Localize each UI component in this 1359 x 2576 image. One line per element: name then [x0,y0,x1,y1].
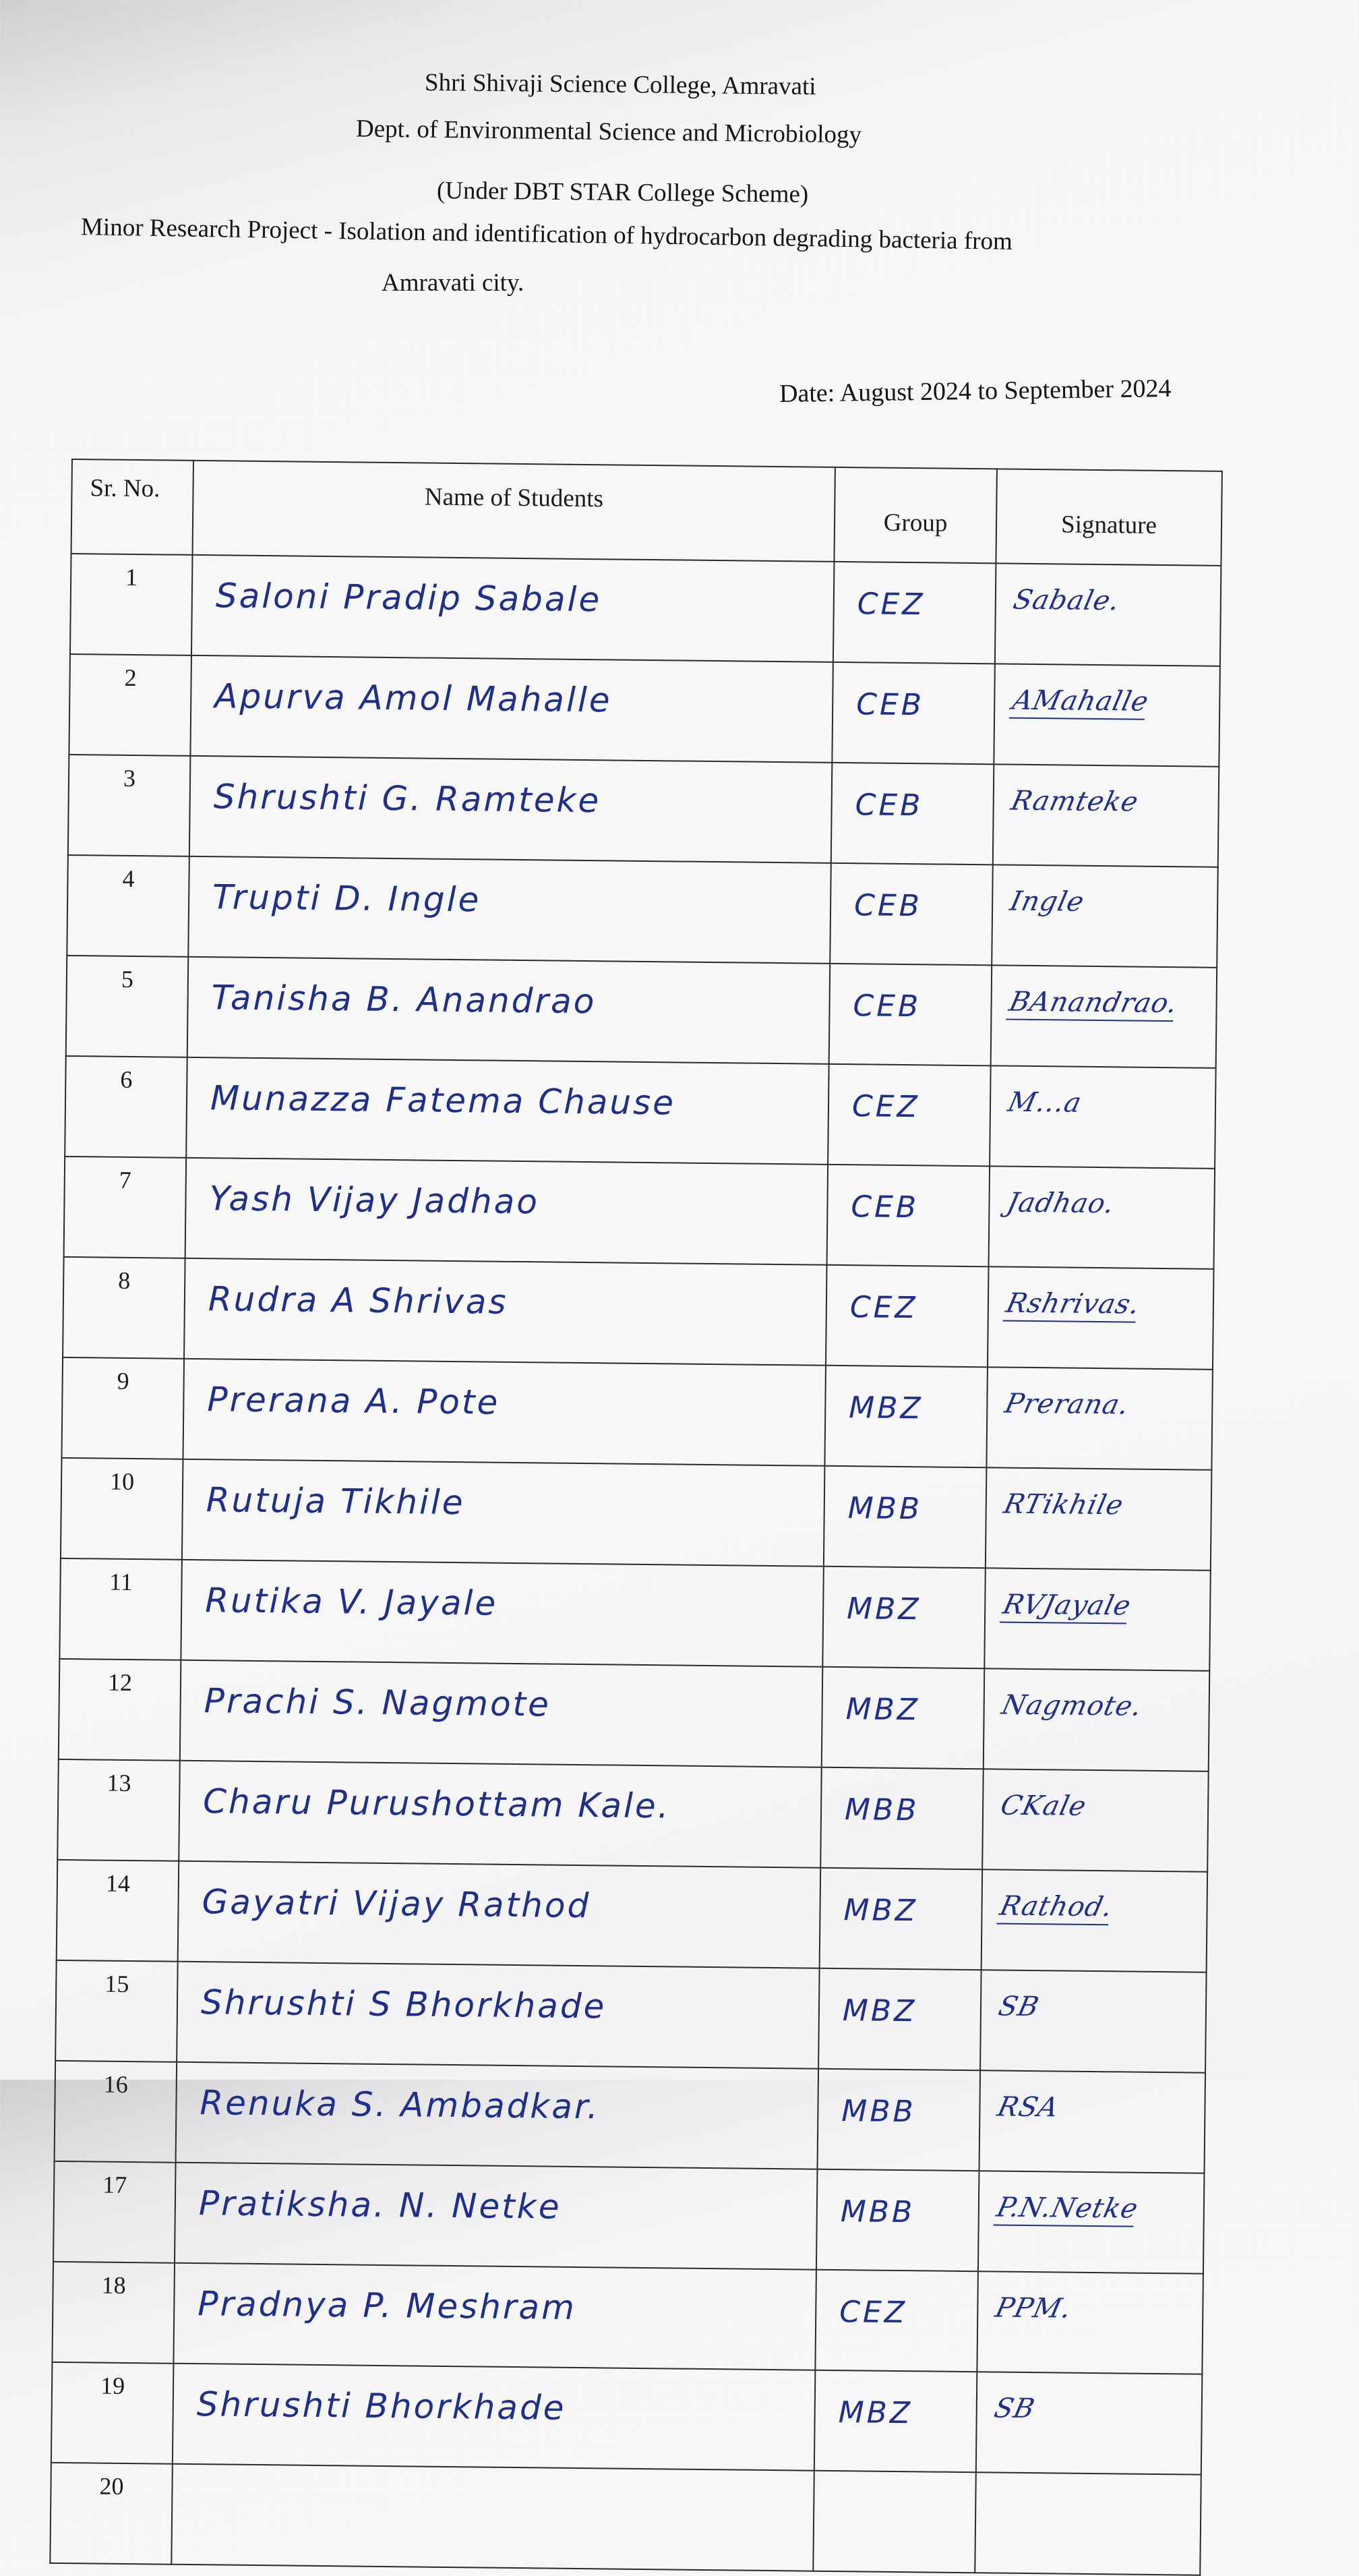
signature-cell [994,664,1220,766]
student-group: MBZ [820,1868,983,1970]
college-name: Shri Shivaji Science College, Amravati [424,68,816,101]
signature-cell [986,1367,1213,1469]
student-group: MBZ [824,1366,988,1468]
table-row [61,1458,1211,1571]
project-title-line2: Amravati city. [382,269,524,297]
table-row [63,1257,1213,1370]
header-signature: Signature [996,469,1221,565]
signature-cell [980,1970,1207,2072]
table-header-row [71,459,1222,566]
row-sr-no: 17 [53,2161,176,2263]
table-row [55,1960,1206,2073]
header-group: Group [834,467,996,564]
student-group: MBZ [822,1567,986,1669]
row-sr-no: 5 [66,956,189,1057]
student-name: Shrushti S Bhorkhade [177,1962,820,2069]
handwritten-signature: Rathod. [996,1891,1116,1926]
student-name: Apurva Amol Mahalle [190,655,833,763]
table-row [69,654,1219,767]
signature-cell [991,965,1217,1067]
student-group: CEZ [833,562,996,664]
student-group: MBB [820,1767,984,1870]
row-sr-no: 1 [70,554,193,655]
table-row [55,2061,1205,2173]
row-sr-no: 3 [68,755,191,856]
student-name: Saloni Pradip Sabale [191,555,835,662]
row-sr-no: 7 [64,1157,187,1258]
student-name: Munazza Fatema Chause [186,1057,829,1165]
table-row [57,1860,1207,1972]
row-sr-no: 2 [69,654,191,756]
student-group [813,2471,976,2573]
handwritten-signature: M...a [1004,1086,1085,1119]
table-row [57,1759,1208,1872]
student-name [171,2464,814,2571]
table-row [65,1056,1215,1169]
signature-cell [984,1568,1211,1670]
student-group: CEB [831,763,994,865]
handwritten-signature: RSA [994,2091,1062,2124]
project-title-line1: Minor Research Project - Isolation and identification of hydrocarbon degrading bacteria from [80,213,1013,256]
scheme-line: (Under DBT STAR College Scheme) [436,177,809,208]
department-name: Dept. of Environmental Science and Microbiology [355,115,862,149]
handwritten-signature: BAnandrao. [1006,987,1180,1022]
handwritten-signature: AMahalle [1009,685,1152,720]
signature-cell [992,865,1218,967]
table-row [61,1357,1212,1470]
handwritten-signature: Nagmote. [998,1689,1145,1722]
row-sr-no: 6 [65,1056,187,1158]
signature-cell [984,1668,1210,1771]
student-group: MBZ [818,1968,982,2071]
handwritten-signature: Ramteke [1008,785,1142,818]
student-name: Prachi S. Nagmote [180,1660,823,1767]
student-group: CEB [832,662,995,765]
signature-cell [982,1869,1208,1972]
student-name: Charu Purushottam Kale. [179,1761,822,1868]
student-name: Rudra A Shrivas [184,1258,827,1366]
handwritten-signature: Rshrivas. [1002,1288,1143,1323]
row-sr-no: 4 [67,855,189,957]
student-group: CEZ [815,2270,978,2372]
student-group: CEB [827,1165,990,1267]
row-sr-no: 15 [55,1960,178,2062]
row-sr-no: 11 [59,1558,182,1660]
row-sr-no: 12 [59,1659,181,1761]
signature-cell [989,1166,1215,1268]
signature-cell [995,563,1221,666]
student-group: CEZ [828,1064,991,1167]
signature-cell [982,1769,1209,1871]
row-sr-no: 20 [50,2463,173,2565]
student-name: Rutika V. Jayale [181,1560,824,1667]
signature-cell [975,2472,1201,2575]
date-range: Date: August 2024 to September 2024 [779,374,1172,409]
student-group: MBB [817,2069,980,2171]
student-name: Gayatri Vijay Rathod [178,1861,821,1968]
student-group: MBZ [814,2370,977,2473]
signature-cell [986,1467,1212,1570]
row-sr-no: 8 [63,1257,185,1359]
student-name: Renuka S. Ambadkar. [176,2062,819,2169]
student-group: CEB [829,964,992,1066]
handwritten-signature: RTikhile [1000,1488,1127,1521]
row-sr-no: 18 [52,2262,175,2364]
table-row [52,2262,1203,2374]
student-name: Tanisha B. Anandrao [187,957,831,1064]
signature-cell [976,2372,1203,2474]
handwritten-signature: PPM. [992,2292,1075,2324]
attendance-table [49,459,1223,2576]
student-group: MBZ [822,1667,985,1769]
table-row [64,1157,1215,1269]
row-sr-no: 9 [61,1357,184,1459]
row-sr-no: 13 [57,1759,180,1861]
signature-cell [988,1266,1214,1369]
table-row [70,554,1221,666]
table-row [67,855,1217,968]
table-row [68,755,1219,867]
row-sr-no: 16 [55,2061,177,2163]
handwritten-signature: SB [995,1991,1042,2023]
handwritten-signature: CKale [998,1790,1090,1822]
handwritten-signature: Sabale. [1010,584,1123,617]
handwritten-signature: P.N.Netke [993,2192,1141,2227]
student-name: Shrushti Bhorkhade [173,2364,816,2471]
student-name: Shrushti G. Ramteke [189,756,833,863]
student-group: CEB [830,863,993,966]
table-row [51,2362,1202,2475]
student-group: MBB [824,1466,987,1569]
student-group: CEZ [826,1265,989,1368]
handwritten-signature: SB [991,2393,1038,2425]
row-sr-no: 10 [61,1458,183,1560]
handwritten-signature: Prerana. [1002,1388,1132,1421]
signature-cell [977,2271,1203,2374]
handwritten-signature: Ingle [1007,885,1087,918]
table-row [66,956,1217,1068]
student-group: MBB [816,2169,979,2272]
header-sr-no: Sr. No. [71,459,193,555]
table-row [50,2463,1201,2575]
table-row [59,1558,1210,1671]
student-name: Pradnya P. Meshram [173,2263,816,2370]
student-name: Trupti D. Ingle [188,856,831,964]
row-sr-no: 14 [57,1860,179,1962]
row-sr-no: 19 [51,2362,174,2464]
table-row [59,1659,1209,1772]
signature-cell [993,764,1219,867]
student-name: Yash Vijay Jadhao [185,1158,828,1265]
header-name: Name of Students [193,461,835,562]
student-name: Pratiksha. N. Netke [175,2163,818,2270]
signature-cell [978,2171,1205,2273]
table-body [50,554,1221,2575]
student-name: Prerana A. Pote [183,1359,826,1466]
student-name: Rutuja Tikhile [182,1459,825,1567]
table-row [53,2161,1204,2274]
signature-cell [979,2070,1205,2173]
handwritten-signature: Jadhao. [1004,1187,1118,1220]
signature-cell [990,1065,1216,1168]
handwritten-signature: RVJayale [1000,1589,1135,1624]
